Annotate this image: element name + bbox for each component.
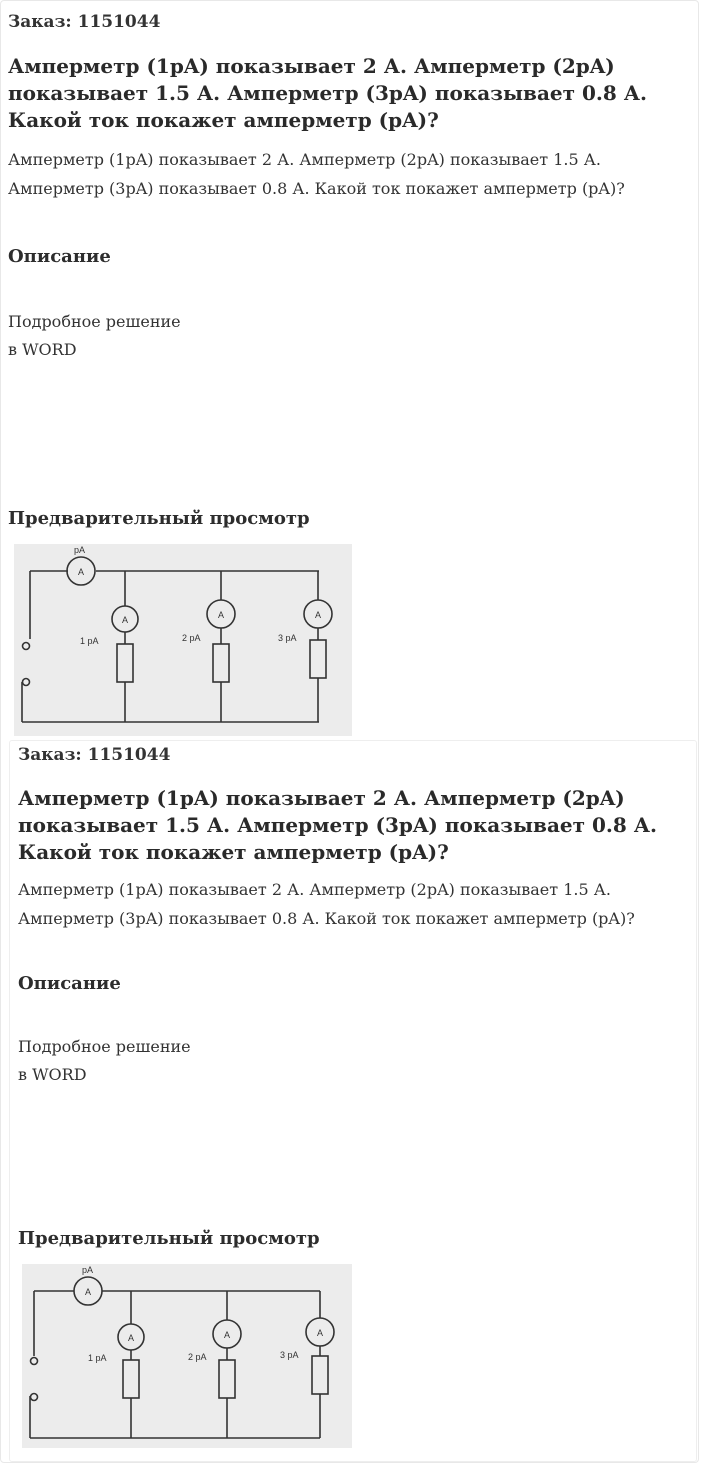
order-number: Заказ: 1151044	[8, 12, 161, 32]
task-title: Амперметр (1pA) показывает 2 А. Амперметр (2pA) показывает 1.5 А. Амперметр (3pA) показывает 0.8 А. Какой ток покажет амперметр (pA)?	[18, 786, 657, 864]
ammeter-3-symbol: A	[316, 1328, 324, 1338]
ammeter-2-symbol: A	[223, 1330, 231, 1340]
branch-label-3: 3 pA	[278, 633, 297, 643]
circuit-preview-image	[22, 1264, 352, 1448]
circuit-preview-image	[14, 544, 352, 736]
branch-label-3: 3 pA	[280, 1350, 299, 1360]
task-question: Амперметр (1pA) показывает 2 А. Амперметр (2pA) показывает 1.5 А. Амперметр (3pA) показывает 0.8 А. Какой ток покажет амперметр (pA)?	[8, 150, 625, 198]
ammeter-3-symbol: A	[314, 610, 322, 620]
circuit-diagram	[22, 1264, 352, 1448]
main-ammeter-symbol: A	[84, 1287, 92, 1297]
description-line: Подробное решение	[8, 312, 181, 331]
description-line: Подробное решение	[18, 1037, 191, 1056]
description-line: в WORD	[8, 340, 77, 359]
branch-label-2: 2 pA	[182, 633, 201, 643]
description-line: в WORD	[18, 1065, 87, 1084]
ammeter-2-symbol: A	[217, 610, 225, 620]
branch-label-2: 2 pA	[188, 1352, 207, 1362]
ammeter-1-symbol: A	[121, 615, 129, 625]
ammeter-1-symbol: A	[127, 1333, 135, 1343]
task-title: Амперметр (1pA) показывает 2 А. Амперметр (2pA) показывает 1.5 А. Амперметр (3pA) показывает 0.8 А. Какой ток покажет амперметр (pA)?	[8, 54, 647, 132]
branch-label-1: 1 pA	[88, 1353, 107, 1363]
description-text	[18, 1033, 191, 1089]
preview-heading: Предварительный просмотр	[18, 1228, 320, 1249]
description-heading: Описание	[18, 973, 121, 994]
description-text	[8, 308, 181, 364]
main-ammeter-symbol: A	[77, 567, 85, 577]
order-number: Заказ: 1151044	[18, 745, 171, 765]
main-ammeter-label: pA	[74, 545, 86, 555]
task-question: Амперметр (1pA) показывает 2 А. Амперметр (2pA) показывает 1.5 А. Амперметр (3pA) показывает 0.8 А. Какой ток покажет амперметр (pA)?	[18, 880, 635, 928]
main-ammeter-label: pA	[82, 1265, 94, 1275]
branch-label-1: 1 pA	[80, 636, 99, 646]
description-heading: Описание	[8, 246, 111, 267]
preview-heading: Предварительный просмотр	[8, 508, 310, 529]
circuit-diagram	[14, 544, 352, 736]
